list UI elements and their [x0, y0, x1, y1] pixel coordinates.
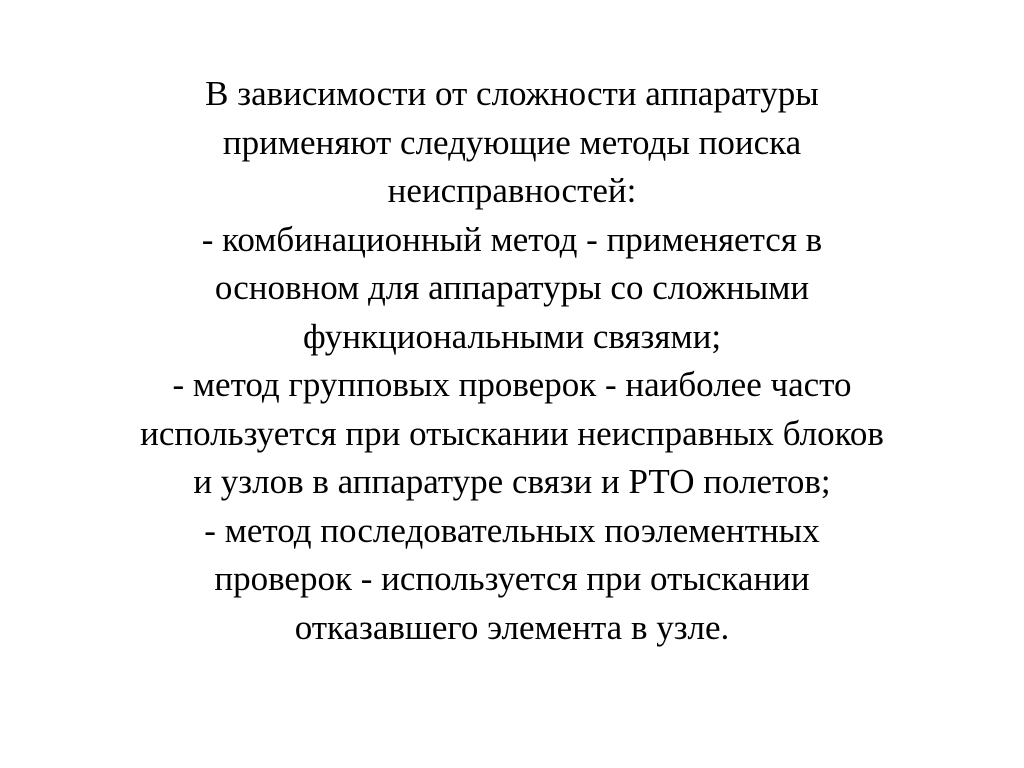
text-line: - метод групповых проверок - наиболее часто	[172, 365, 852, 404]
text-line: проверок - используется при отыскании	[214, 559, 810, 598]
text-line: В зависимости от сложности аппаратуры	[205, 74, 819, 113]
text-line: и узлов в аппаратуре связи и РТО полетов;	[193, 462, 831, 501]
text-line: - метод последовательных поэлементных	[204, 510, 820, 550]
text-line: используется при отыскании неисправных блоков	[140, 413, 884, 453]
text-line: основном для аппаратуры со сложными	[214, 268, 810, 307]
text-line: - комбинационный метод - применяется в	[201, 219, 823, 259]
text-line: отказавшего элемента в узле.	[294, 607, 730, 647]
text-line: неисправностей:	[387, 171, 637, 210]
slide-text	[60, 70, 964, 652]
text-line: применяют следующие методы поиска	[222, 122, 802, 162]
text-line: функциональными связями;	[302, 316, 722, 356]
